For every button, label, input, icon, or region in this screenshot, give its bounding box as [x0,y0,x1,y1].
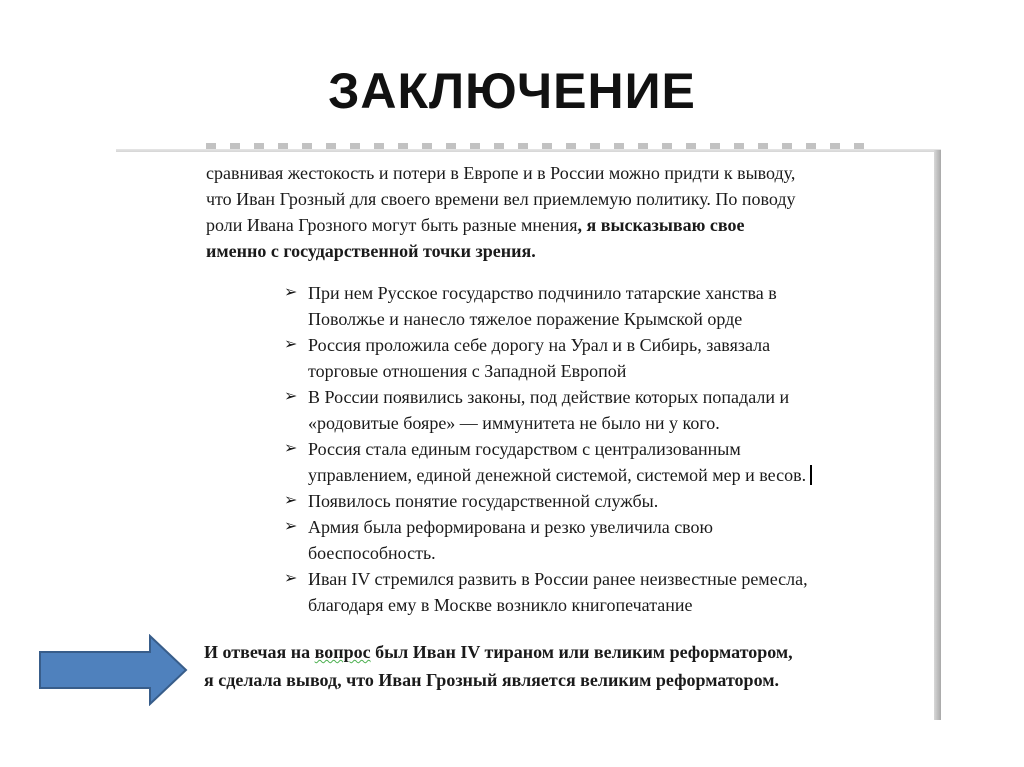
arrow-bullet-icon: ➢ [284,440,298,457]
arrow-bullet-icon: ➢ [284,336,298,353]
intro-line: что Иван Грозный для своего времени вел приемлемую политику. По поводу [206,189,796,209]
achievements-list [284,280,904,618]
arrow-bullet-icon: ➢ [284,388,298,405]
arrow-bullet-icon: ➢ [284,492,298,509]
intro-line [206,212,836,238]
arrow-bullet-icon: ➢ [284,284,298,301]
intro-paragraph [206,160,836,264]
list-item-line: Иван IV стремился развить в России ранее неизвестные ремесла, [308,569,808,589]
document-scrollbar-edge [934,150,941,720]
intro-line-text: роли Ивана Грозного могут быть разные мнения [206,215,578,235]
list-item-line: благодаря ему в Москве возникло книгопечатание [308,595,693,615]
conclusion-line: я сделала вывод, что Иван Грозный является великим реформатором. [204,670,779,690]
list-item-line: Армия была реформирована и резко увеличила свою [308,517,713,537]
list-item-line [308,462,904,488]
list-item [284,566,904,618]
intro-line-bold-text: , я высказываю свое [577,215,745,235]
list-item-line: В России появились законы, под действие которых попадали и [308,387,790,407]
list-item-line: Поволжье и нанесло тяжелое поражение Крымской орде [308,309,743,329]
list-item-line: торговые отношения с Западной Европой [308,361,627,381]
list-item-line: боеспособность. [308,543,436,563]
list-item-line: При нем Русское государство подчинило татарские ханства в [308,283,777,303]
list-item-line-text: управлением, единой денежной системой, системой мер и весов. [308,465,807,485]
cropped-text-line [206,143,866,149]
right-arrow-icon [38,634,188,706]
list-item-line: Появилось понятие государственной службы. [308,491,659,511]
list-item-line: Россия стала единым государством с централизованным [308,439,741,459]
conclusion-line [204,638,904,666]
conclusion-text: И отвечая на [204,642,315,662]
arrow-bullet-icon: ➢ [284,570,298,587]
conclusion-paragraph [204,638,904,694]
intro-line: именно с государственной точки зрения. [206,241,536,261]
intro-line: сравнивая жестокость и потери в Европе и в России можно придти к выводу, [206,163,796,183]
conclusion-text: был Иван IV тираном или великим реформатором, [370,642,793,662]
list-item [284,514,904,566]
list-item [284,436,904,488]
list-item [284,332,904,384]
list-item [284,488,904,514]
arrow-bullet-icon: ➢ [284,518,298,535]
list-item [284,280,904,332]
list-item-line: Россия проложила себе дорогу на Урал и в Сибирь, завязала [308,335,771,355]
list-item [284,384,904,436]
spellcheck-word: вопрос [314,642,371,662]
slide-title: ЗАКЛЮЧЕНИЕ [328,63,696,119]
text-cursor [810,465,812,485]
arrow-shape [40,636,186,704]
list-item-line: «родовитые бояре» — иммунитета не было ни у кого. [308,413,720,433]
